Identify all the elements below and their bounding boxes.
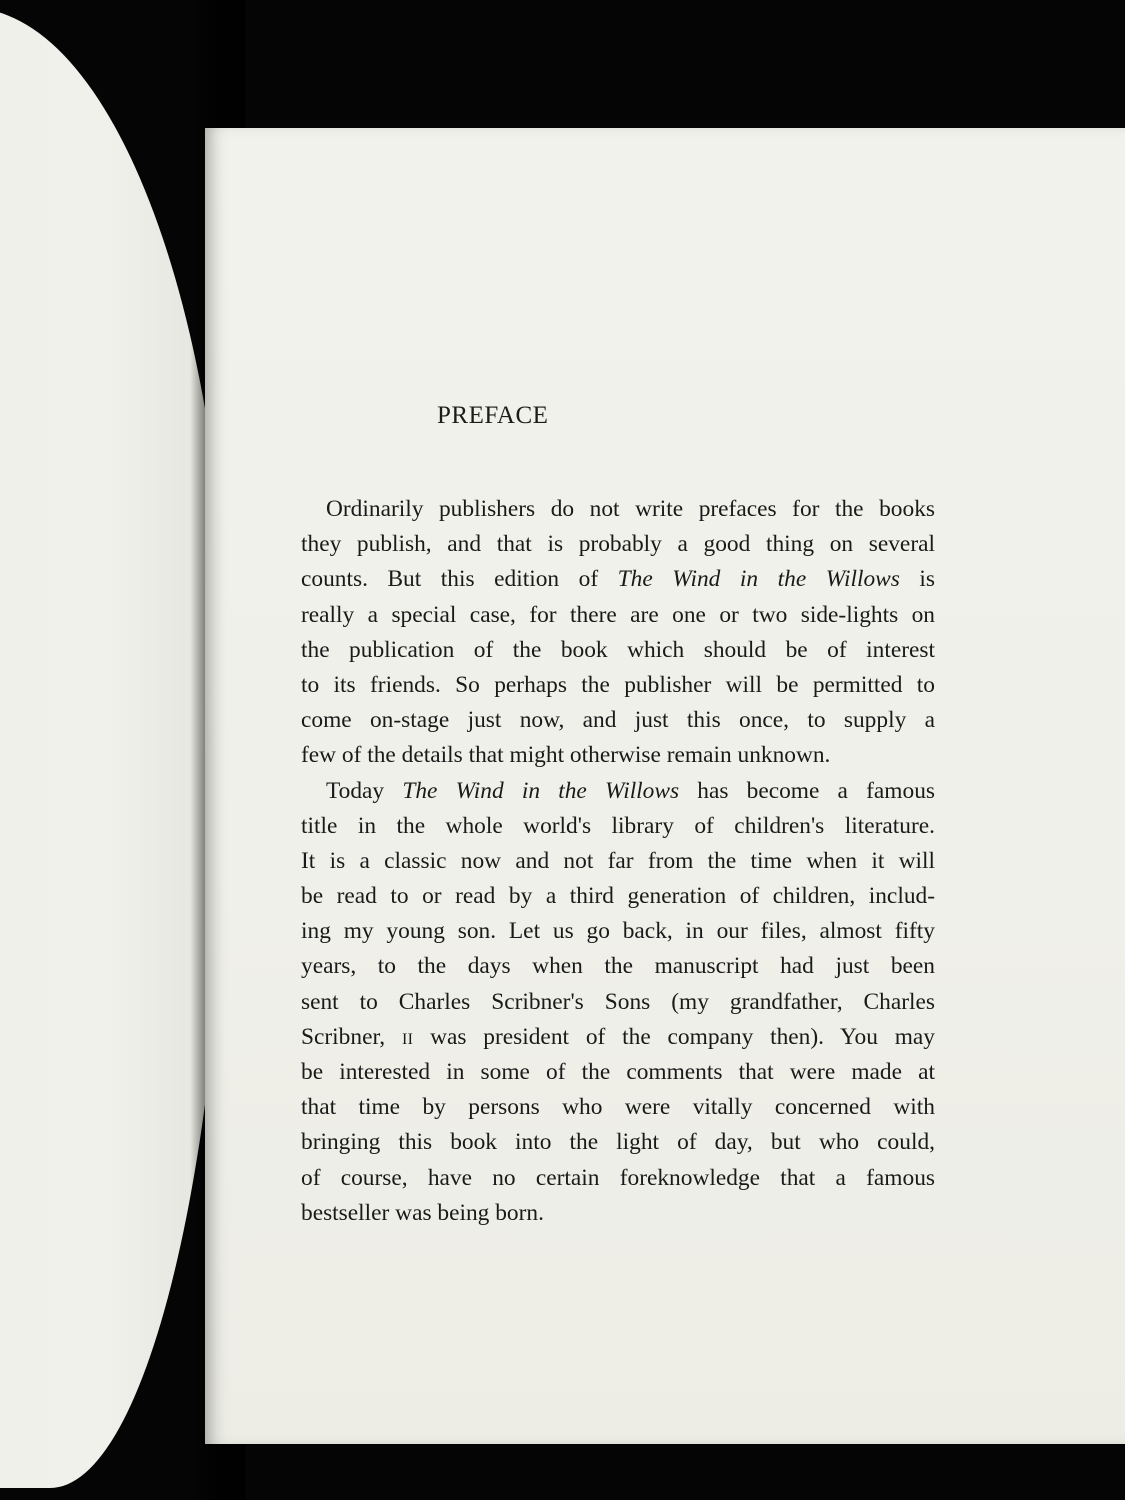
text-line: really a special case, for there are one or two side-lights on: [301, 601, 935, 628]
page-title: PREFACE: [437, 402, 549, 429]
text-line: to its friends. So perhaps the publisher will be permitted to: [301, 671, 935, 698]
text-line: the publication of the book which should be of interest: [301, 636, 935, 663]
text-line: Today The Wind in the Willows has become a famous: [326, 777, 935, 804]
book-title-italic: The Wind in the Willows: [402, 777, 680, 804]
text-line: they publish, and that is probably a good thing on several: [301, 531, 935, 558]
book-title-italic: The Wind in the Willows: [617, 566, 900, 593]
text-line: Scribner, II was president of the company then). You may: [301, 1023, 936, 1050]
text-line: counts. But this edition of The Wind in the Willows is: [301, 566, 935, 593]
text-line: come on-stage just now, and just this once, to supply a: [301, 707, 935, 734]
text-line: bestseller was being born.: [301, 1199, 544, 1226]
text-line: Ordinarily publishers do not write prefaces for the books: [326, 496, 935, 522]
text-line: It is a classic now and not far from the time when it will: [301, 847, 935, 874]
text-line: few of the details that might otherwise remain unknown.: [301, 742, 831, 769]
text-line: title in the whole world's library of children's literature.: [301, 812, 935, 839]
text-line: be interested in some of the comments that were made at: [301, 1059, 935, 1085]
text-line: sent to Charles Scribner's Sons (my grandfather, Charles: [301, 988, 935, 1015]
text-line: years, to the days when the manuscript had just been: [301, 953, 935, 980]
text-line: bringing this book into the light of day, but who could,: [301, 1129, 935, 1156]
preface-body: [301, 492, 935, 1231]
text-line: of course, have no certain foreknowledge that a famous: [301, 1164, 935, 1191]
text-line: that time by persons who were vitally concerned with: [301, 1094, 935, 1121]
text-line: be read to or read by a third generation of children, includ-: [301, 883, 935, 910]
text-line: ing my young son. Let us go back, in our files, almost fifty: [301, 918, 935, 945]
roman-numeral: II: [401, 1030, 414, 1048]
